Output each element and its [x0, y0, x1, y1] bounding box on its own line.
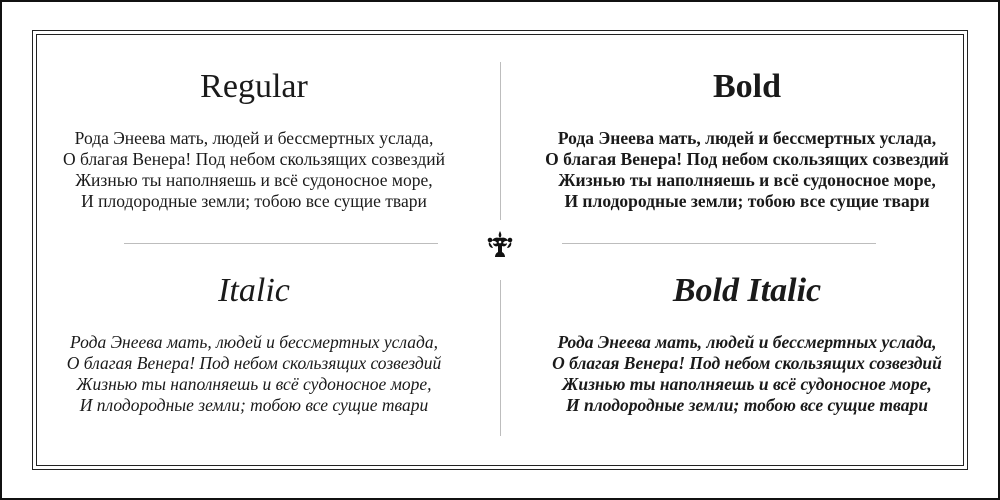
vertical-divider-bottom: [500, 280, 501, 436]
regular-panel: [34, 62, 474, 212]
horizontal-divider-left: [124, 243, 438, 244]
bold-italic-title: Bold Italic: [672, 272, 822, 309]
bold-panel: [527, 62, 967, 212]
italic-panel: [34, 266, 474, 416]
verse-line: О благая Венера! Под небом скользящих созвездий: [62, 149, 446, 169]
italic-title: Italic: [218, 272, 290, 309]
vertical-divider-top: [500, 62, 501, 220]
verse-line: Рода Энеева мать, людей и бессмертных услада,: [557, 128, 937, 148]
horizontal-divider-right: [562, 243, 876, 244]
bold-italic-panel: [527, 266, 967, 416]
verse-line: И плодородные земли; тобою все сущие твари: [564, 191, 930, 211]
verse-line: И плодородные земли; тобою все сущие твари: [81, 191, 427, 211]
verse-line: Жизнью ты наполняешь и всё судоносное море,: [76, 374, 432, 394]
verse-line: И плодородные земли; тобою все сущие твари: [79, 395, 429, 415]
verse-line: Рода Энеева мать, людей и бессмертных услада,: [557, 332, 937, 352]
verse-line: Жизнью ты наполняешь и всё судоносное море,: [562, 374, 932, 394]
verse-line: О благая Венера! Под небом скользящих созвездий: [545, 149, 949, 169]
regular-title: Regular: [200, 68, 308, 105]
verse-line: Рода Энеева мать, людей и бессмертных услада,: [74, 128, 434, 148]
verse-line: И плодородные земли; тобою все сущие твари: [566, 395, 928, 415]
bold-verse: [527, 128, 967, 212]
verse-line: Жизнью ты наполняешь и всё судоносное море,: [558, 170, 936, 190]
verse-line: О благая Венера! Под небом скользящих созвездий: [66, 353, 442, 373]
fleuron-icon: [484, 228, 516, 260]
bold-italic-verse: [527, 332, 967, 416]
verse-line: Рода Энеева мать, людей и бессмертных услада,: [70, 332, 438, 352]
italic-verse: [34, 332, 474, 416]
verse-line: Жизнью ты наполняешь и всё судоносное море,: [75, 170, 433, 190]
bold-title: Bold: [712, 68, 782, 105]
regular-verse: [34, 128, 474, 212]
verse-line: О благая Венера! Под небом скользящих созвездий: [552, 353, 942, 373]
